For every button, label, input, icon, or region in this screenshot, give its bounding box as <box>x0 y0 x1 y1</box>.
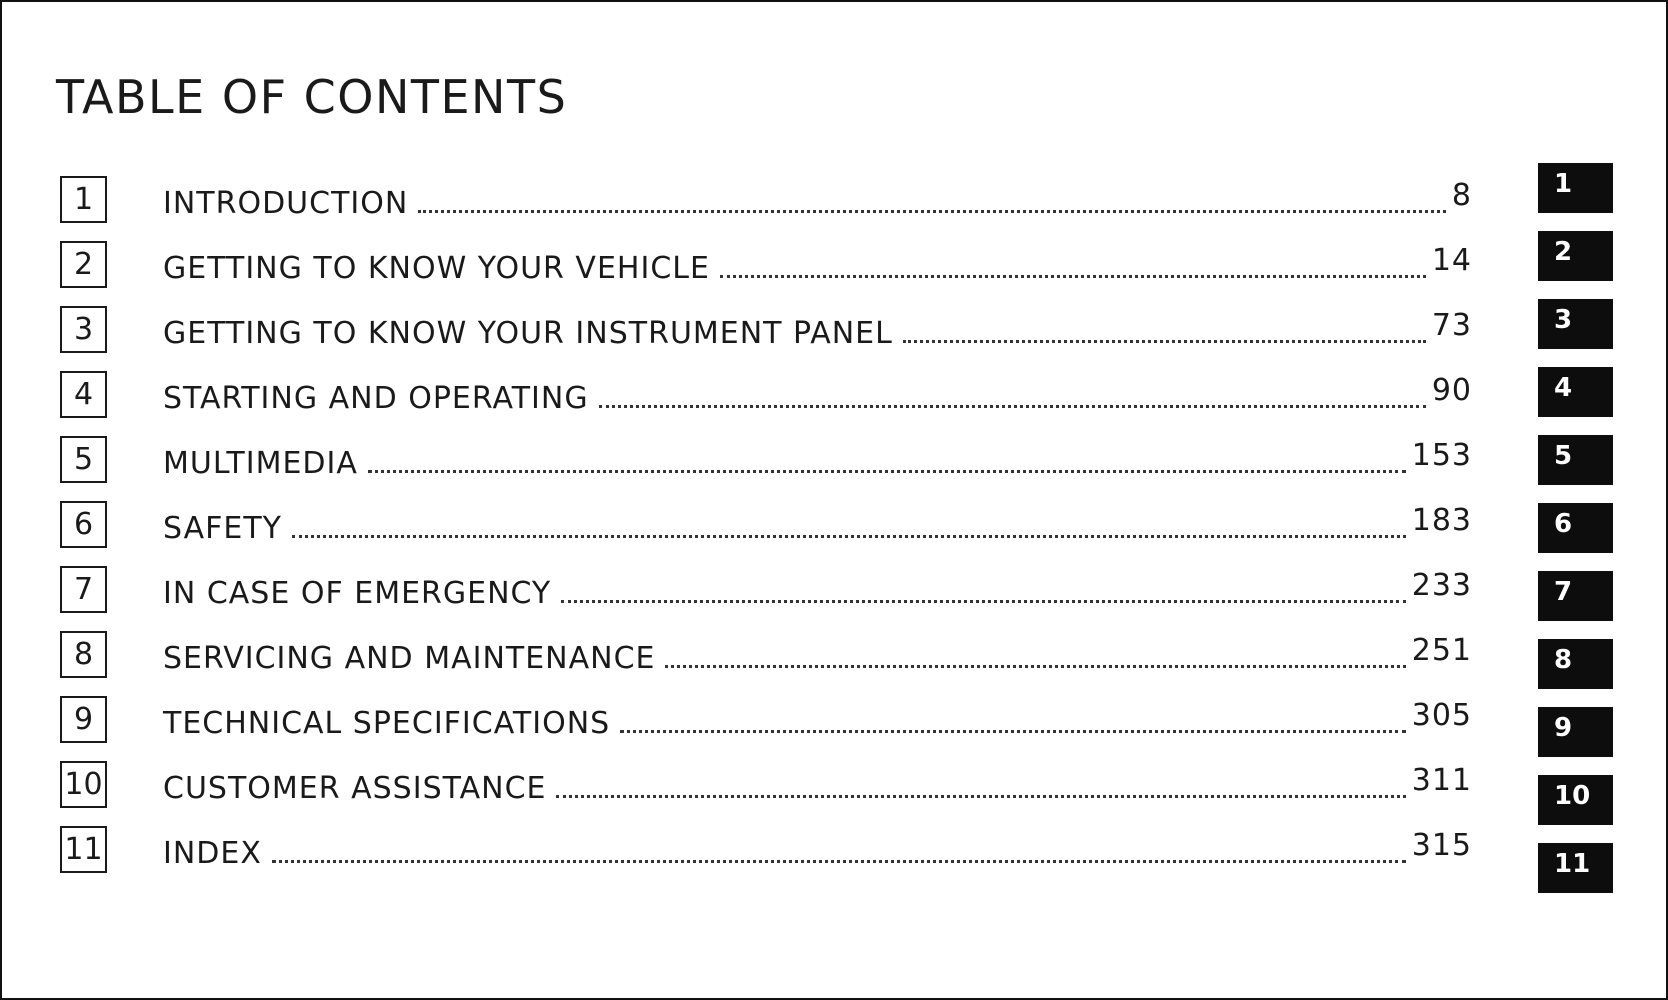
chapter-title: STARTING AND OPERATING <box>163 384 599 414</box>
chapter-title: GETTING TO KNOW YOUR INSTRUMENT PANEL <box>163 319 903 349</box>
page-number: 251 <box>1411 633 1472 668</box>
chapter-tab-2[interactable]: 2 <box>1538 231 1613 281</box>
chapter-number-box: 8 <box>60 631 107 678</box>
dot-leader <box>418 210 1446 213</box>
toc-entry-line <box>163 309 1472 349</box>
dot-leader <box>292 535 1406 538</box>
page-number: 90 <box>1431 373 1472 408</box>
toc-entry-getting-to-know-your-vehicle[interactable] <box>60 238 1472 303</box>
chapter-title: TECHNICAL SPECIFICATIONS <box>163 709 620 739</box>
toc-list <box>60 173 1472 888</box>
dot-leader <box>599 405 1426 408</box>
toc-entry-index[interactable] <box>60 823 1472 888</box>
dot-leader <box>272 860 1406 863</box>
toc-entry-servicing-and-maintenance[interactable] <box>60 628 1472 693</box>
chapter-title: GETTING TO KNOW YOUR VEHICLE <box>163 254 720 284</box>
chapter-title: INTRODUCTION <box>163 189 418 219</box>
toc-entry-line <box>163 829 1472 869</box>
toc-entry-line <box>163 374 1472 414</box>
chapter-number-box: 6 <box>60 501 107 548</box>
chapter-title: IN CASE OF EMERGENCY <box>163 579 561 609</box>
chapter-title: INDEX <box>163 839 272 869</box>
dot-leader <box>556 795 1405 798</box>
chapter-number-box: 11 <box>60 826 107 873</box>
toc-entry-line <box>163 699 1472 739</box>
chapter-title: CUSTOMER ASSISTANCE <box>163 774 556 804</box>
chapter-title: MULTIMEDIA <box>163 449 368 479</box>
chapter-tab-7[interactable]: 7 <box>1538 571 1613 621</box>
chapter-tab-9[interactable]: 9 <box>1538 707 1613 757</box>
toc-entry-in-case-of-emergency[interactable] <box>60 563 1472 628</box>
toc-entry-starting-and-operating[interactable] <box>60 368 1472 433</box>
chapter-number-box: 4 <box>60 371 107 418</box>
toc-entry-line <box>163 179 1472 219</box>
chapter-tab-5[interactable]: 5 <box>1538 435 1613 485</box>
page-number: 311 <box>1411 763 1472 798</box>
page-number: 8 <box>1451 178 1472 213</box>
chapter-title: SERVICING AND MAINTENANCE <box>163 644 665 674</box>
chapter-tab-11[interactable]: 11 <box>1538 843 1613 893</box>
dot-leader <box>620 730 1406 733</box>
dot-leader <box>561 600 1405 603</box>
toc-entry-line <box>163 244 1472 284</box>
toc-entry-technical-specifications[interactable] <box>60 693 1472 758</box>
chapter-title: SAFETY <box>163 514 292 544</box>
page-number: 305 <box>1411 698 1472 733</box>
chapter-tab-10[interactable]: 10 <box>1538 775 1613 825</box>
toc-entry-line <box>163 439 1472 479</box>
toc-entry-multimedia[interactable] <box>60 433 1472 498</box>
dot-leader <box>720 275 1426 278</box>
chapter-number-box: 5 <box>60 436 107 483</box>
chapter-number-box: 2 <box>60 241 107 288</box>
page-number: 153 <box>1411 438 1472 473</box>
toc-entry-instrument-panel[interactable] <box>60 303 1472 368</box>
chapter-number-box: 9 <box>60 696 107 743</box>
chapter-number-box: 1 <box>60 176 107 223</box>
toc-entry-customer-assistance[interactable] <box>60 758 1472 823</box>
chapter-number-box: 3 <box>60 306 107 353</box>
chapter-number-box: 7 <box>60 566 107 613</box>
chapter-tab-3[interactable]: 3 <box>1538 299 1613 349</box>
chapter-tab-8[interactable]: 8 <box>1538 639 1613 689</box>
chapter-tab-4[interactable]: 4 <box>1538 367 1613 417</box>
chapter-number-box: 10 <box>60 761 107 808</box>
page-number: 183 <box>1411 503 1472 538</box>
page-number: 233 <box>1411 568 1472 603</box>
dot-leader <box>903 340 1426 343</box>
toc-entry-line <box>163 634 1472 674</box>
toc-entry-introduction[interactable] <box>60 173 1472 238</box>
page-title: TABLE OF CONTENTS <box>56 70 568 124</box>
toc-entry-line <box>163 569 1472 609</box>
toc-entry-line <box>163 764 1472 804</box>
dot-leader <box>665 665 1405 668</box>
page-number: 14 <box>1431 243 1472 278</box>
chapter-tab-strip <box>1538 163 1616 911</box>
chapter-tab-1[interactable]: 1 <box>1538 163 1613 213</box>
chapter-tab-6[interactable]: 6 <box>1538 503 1613 553</box>
dot-leader <box>368 470 1406 473</box>
page-number: 73 <box>1431 308 1472 343</box>
page-number: 315 <box>1411 828 1472 863</box>
toc-entry-line <box>163 504 1472 544</box>
toc-entry-safety[interactable] <box>60 498 1472 563</box>
